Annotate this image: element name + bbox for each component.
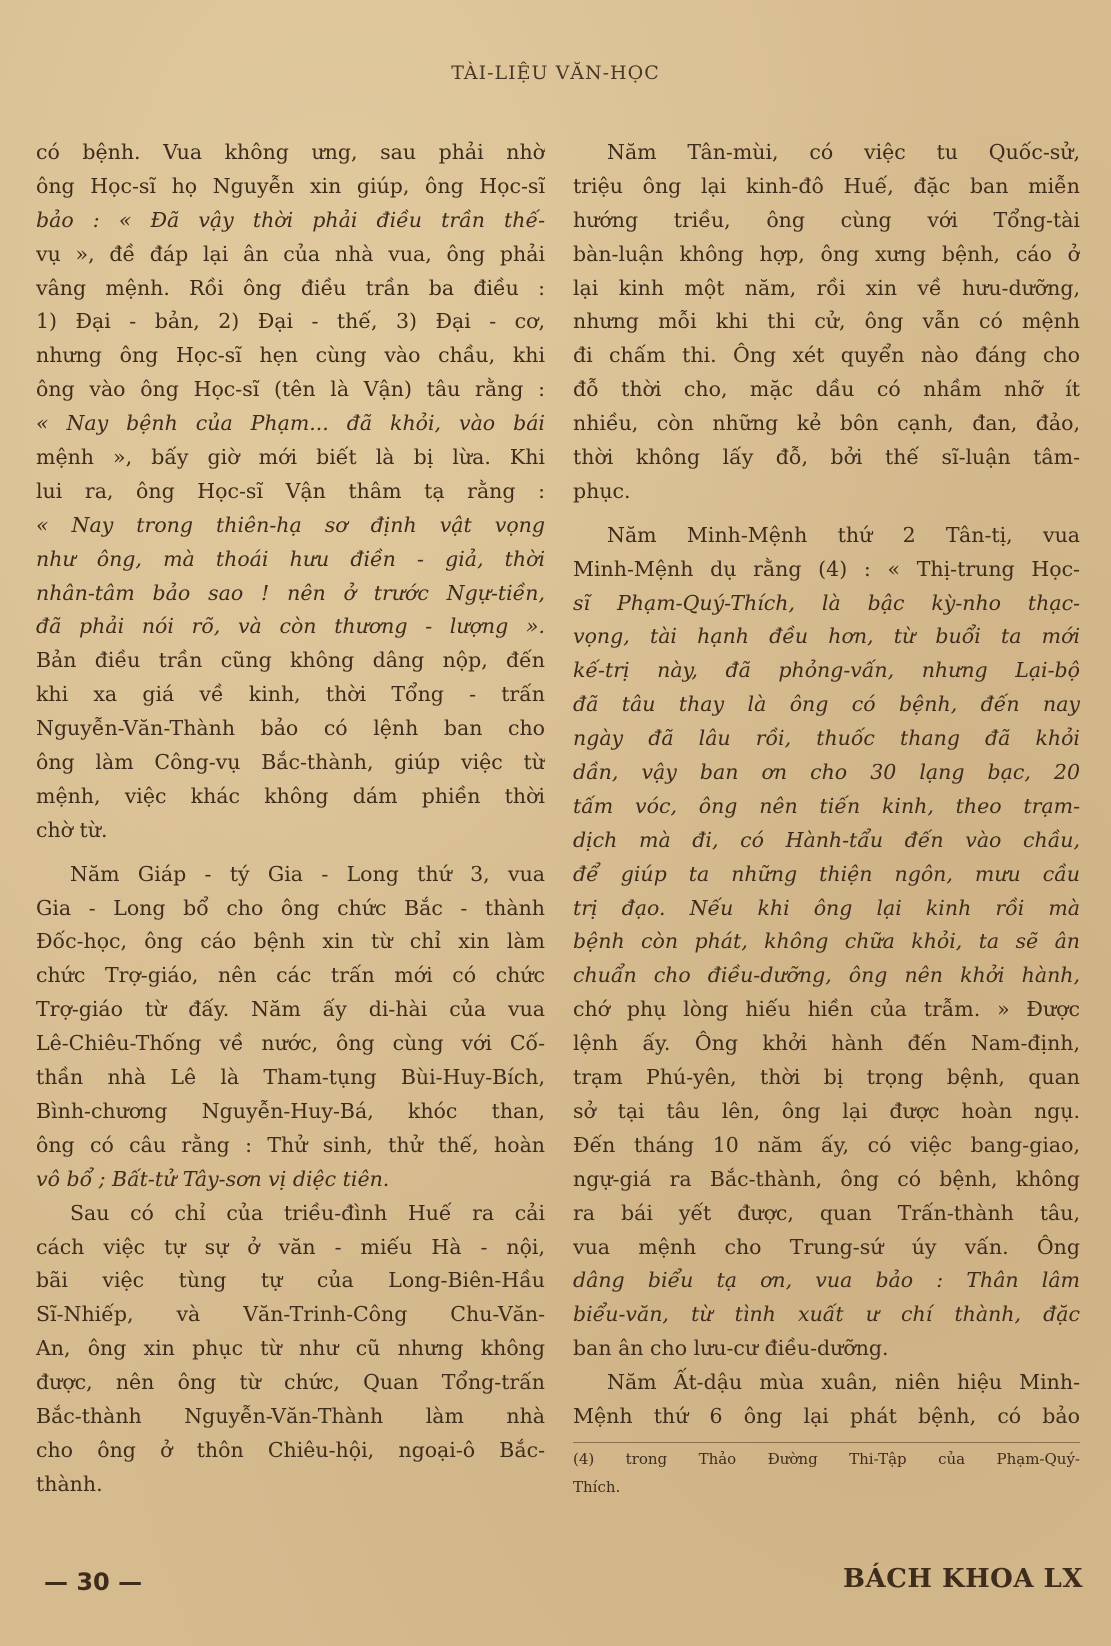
text-line: lại kinh một năm, rồi xin về hưu-dưỡng, — [573, 275, 1080, 300]
text-line: ngự-giá ra Bắc-thành, ông có bệnh, không — [573, 1166, 1080, 1191]
text-line: vụ », đề đáp lại ân của nhà vua, ông phải — [36, 241, 545, 266]
text-line: « Nay bệnh của Phạm... đã khỏi, vào bái — [36, 411, 545, 436]
text-line: ông vào ông Học-sĩ (tên là Vận) tâu rằng : — [36, 377, 545, 402]
text-line: An, ông xin phục từ như cũ nhưng không — [36, 1336, 545, 1361]
text-line: ra bái yết được, quan Trấn-thành tâu, — [573, 1200, 1080, 1225]
text-line: dâng biểu tạ ơn, vua bảo : Thân lâm — [573, 1268, 1080, 1293]
text-line: chớ phụ lòng hiếu hiền của trẫm. » Được — [573, 997, 1080, 1022]
text-line: ông làm Công-vụ Bắc-thành, giúp việc từ — [36, 750, 545, 775]
text-line: nhưng ông Học-sĩ hẹn cùng vào chầu, khi — [36, 343, 545, 368]
text-line: nhiều, còn những kẻ bôn cạnh, đan, đảo, — [573, 411, 1080, 436]
text-line: trị đạo. Nếu khi ông lại kinh rồi mà — [573, 895, 1080, 920]
text-line: được, nên ông từ chức, Quan Tổng-trấn — [36, 1370, 545, 1395]
text-line: Trợ-giáo từ đấy. Năm ấy di-hài của vua — [36, 997, 545, 1022]
text-line: như ông, mà thoái hưu điền - giả, thời — [36, 546, 545, 571]
text-line: vọng, tài hạnh đều hơn, từ buổi ta mới — [573, 624, 1080, 649]
text-line: khi xa giá về kinh, thời Tổng - trấn — [36, 682, 545, 707]
text-line: cách việc tự sự ở văn - miếu Hà - nội, — [36, 1234, 545, 1259]
text-line: để giúp ta những thiện ngôn, mưu cầu — [573, 861, 1080, 886]
text-line: 1) Đại - bản, 2) Đại - thế, 3) Đại - cơ, — [36, 309, 545, 334]
right-column — [573, 136, 1080, 1501]
text-line: Thích. — [573, 1477, 621, 1496]
paragraph-gap — [36, 848, 545, 858]
text-line: lui ra, ông Học-sĩ Vận thâm tạ rằng : — [36, 478, 545, 503]
text-line: biểu-văn, từ tình xuất ư chí thành, đặc — [573, 1302, 1080, 1327]
text-line: mệnh », bấy giờ mới biết là bị lừa. Khi — [36, 445, 545, 470]
text-line: dịch mà đi, có Hành-tẩu đến vào chầu, — [573, 827, 1080, 852]
text-line: chuẩn cho điều-dưỡng, ông nên khởi hành, — [573, 963, 1080, 988]
magazine-name: BÁCH KHOA LX — [843, 1564, 1083, 1594]
running-header: TÀI-LIỆU VĂN-HỌC — [451, 62, 660, 84]
page-number: — 30 — — [44, 1568, 143, 1596]
text-line: đã phải nói rõ, và còn thương - lượng ». — [36, 614, 545, 639]
text-line: Gia - Long bổ cho ông chức Bắc - thành — [36, 895, 545, 920]
text-line: bãi việc tùng tự của Long-Biên-Hầu — [36, 1268, 545, 1293]
text-line: chờ từ. — [36, 817, 108, 842]
text-line: có bệnh. Vua không ưng, sau phải nhờ — [36, 140, 545, 164]
text-line: dần, vậy ban ơn cho 30 lạng bạc, 20 — [573, 760, 1080, 785]
text-line: lệnh ấy. Ông khởi hành đến Nam-định, — [573, 1031, 1080, 1056]
text-line: ban ân cho lưu-cư điều-dưỡng. — [573, 1336, 889, 1361]
text-line: Sau có chỉ của triều-đình Huế ra cải — [70, 1200, 545, 1225]
text-line: bệnh còn phát, không chữa khỏi, ta sẽ ân — [573, 929, 1080, 954]
text-line: Bắc-thành Nguyễn-Văn-Thành làm nhà — [36, 1403, 545, 1428]
text-line: cho ông ở thôn Chiêu-hội, ngoại-ô Bắc- — [36, 1437, 545, 1462]
text-line: nhưng mỗi khi thi cử, ông vẫn có mệnh — [573, 309, 1080, 334]
text-line: đỗ thời cho, mặc dầu có nhầm nhỡ ít — [573, 377, 1080, 402]
text-line: « Nay trong thiên-hạ sơ định vật vọng — [36, 512, 545, 537]
text-line: thành. — [36, 1471, 103, 1496]
text-line: vâng mệnh. Rồi ông điều trần ba điều : — [36, 275, 545, 300]
text-line: ông có câu rằng : Thử sinh, thử thế, hoàn — [36, 1132, 545, 1157]
text-line: Năm Ất-dậu mùa xuân, niên hiệu Minh- — [607, 1370, 1080, 1395]
text-line: vua mệnh cho Trung-sứ úy vấn. Ông — [573, 1234, 1080, 1259]
text-line: chức Trợ-giáo, nên các trấn mới có chức — [36, 963, 545, 988]
text-line: kế-trị này, đã phỏng-vấn, nhưng Lại-bộ — [573, 658, 1080, 683]
text-line: trạm Phú-yên, thời bị trọng bệnh, quan — [573, 1065, 1080, 1090]
text-line: Đến tháng 10 năm ấy, có việc bang-giao, — [573, 1132, 1080, 1157]
text-line: phục. — [573, 478, 631, 503]
text-line: Đốc-học, ông cáo bệnh xin từ chỉ xin làm — [36, 929, 545, 954]
text-line: Mệnh thứ 6 ông lại phát bệnh, có bảo — [573, 1403, 1080, 1428]
left-column — [36, 136, 545, 1502]
text-line: Bản điều trần cũng không dâng nộp, đến — [36, 648, 545, 673]
text-line: nhân-tâm bảo sao ! nên ở trước Ngự-tiền, — [36, 580, 545, 605]
text-line: Năm Tân-mùi, có việc tu Quốc-sử, — [607, 140, 1080, 164]
text-line: (4) trong Thảo Đường Thi-Tập của Phạm-Quý- — [573, 1449, 1080, 1468]
text-line: Lê-Chiêu-Thống về nước, ông cùng với Cố- — [36, 1031, 545, 1056]
text-line: ông Học-sĩ họ Nguyễn xin giúp, ông Học-sĩ — [36, 173, 545, 198]
paragraph-gap — [573, 509, 1080, 519]
text-line: Sĩ-Nhiếp, và Văn-Trinh-Công Chu-Văn- — [36, 1302, 545, 1327]
text-line: Bình-chương Nguyễn-Huy-Bá, khóc than, — [36, 1098, 545, 1123]
text-line: Nguyễn-Văn-Thành bảo có lệnh ban cho — [36, 716, 545, 741]
text-line: tấm vóc, ông nên tiến kinh, theo trạm- — [573, 793, 1080, 818]
text-line: Minh-Mệnh dụ rằng (4) : « Thị-trung Học- — [573, 556, 1080, 581]
text-line: hướng triều, ông cùng với Tổng-tài — [573, 207, 1080, 232]
text-line: Năm Giáp - tý Gia - Long thứ 3, vua — [70, 861, 545, 886]
footnote — [573, 1442, 1080, 1501]
text-line: thần nhà Lê là Tham-tụng Bùi-Huy-Bích, — [36, 1065, 545, 1090]
right-column-body — [573, 136, 1080, 1434]
text-line: ngày đã lâu rồi, thuốc thang đã khỏi — [573, 726, 1080, 751]
text-line: sĩ Phạm-Quý-Thích, là bậc kỳ-nho thạc- — [573, 590, 1080, 615]
text-line: thời không lấy đỗ, bởi thế sĩ-luận tâm- — [573, 445, 1080, 470]
text-line: sở tại tâu lên, ông lại được hoàn ngụ. — [573, 1098, 1080, 1123]
text-line: triệu ông lại kinh-đô Huế, đặc ban miễn — [573, 173, 1080, 198]
text-line: bàn-luận không hợp, ông xưng bệnh, cáo ở — [573, 241, 1080, 266]
text-line: vô bổ ; Bất-tử Tây-sơn vị diệc tiên. — [36, 1166, 390, 1191]
text-line: bảo : « Đã vậy thời phải điều trần thế- — [36, 207, 545, 232]
text-line: đi chấm thi. Ông xét quyển nào đáng cho — [573, 343, 1080, 368]
text-line: Năm Minh-Mệnh thứ 2 Tân-tị, vua — [607, 522, 1080, 547]
text-line: mệnh, việc khác không dám phiền thời — [36, 783, 545, 808]
text-line: đã tâu thay là ông có bệnh, đến nay — [573, 692, 1080, 717]
